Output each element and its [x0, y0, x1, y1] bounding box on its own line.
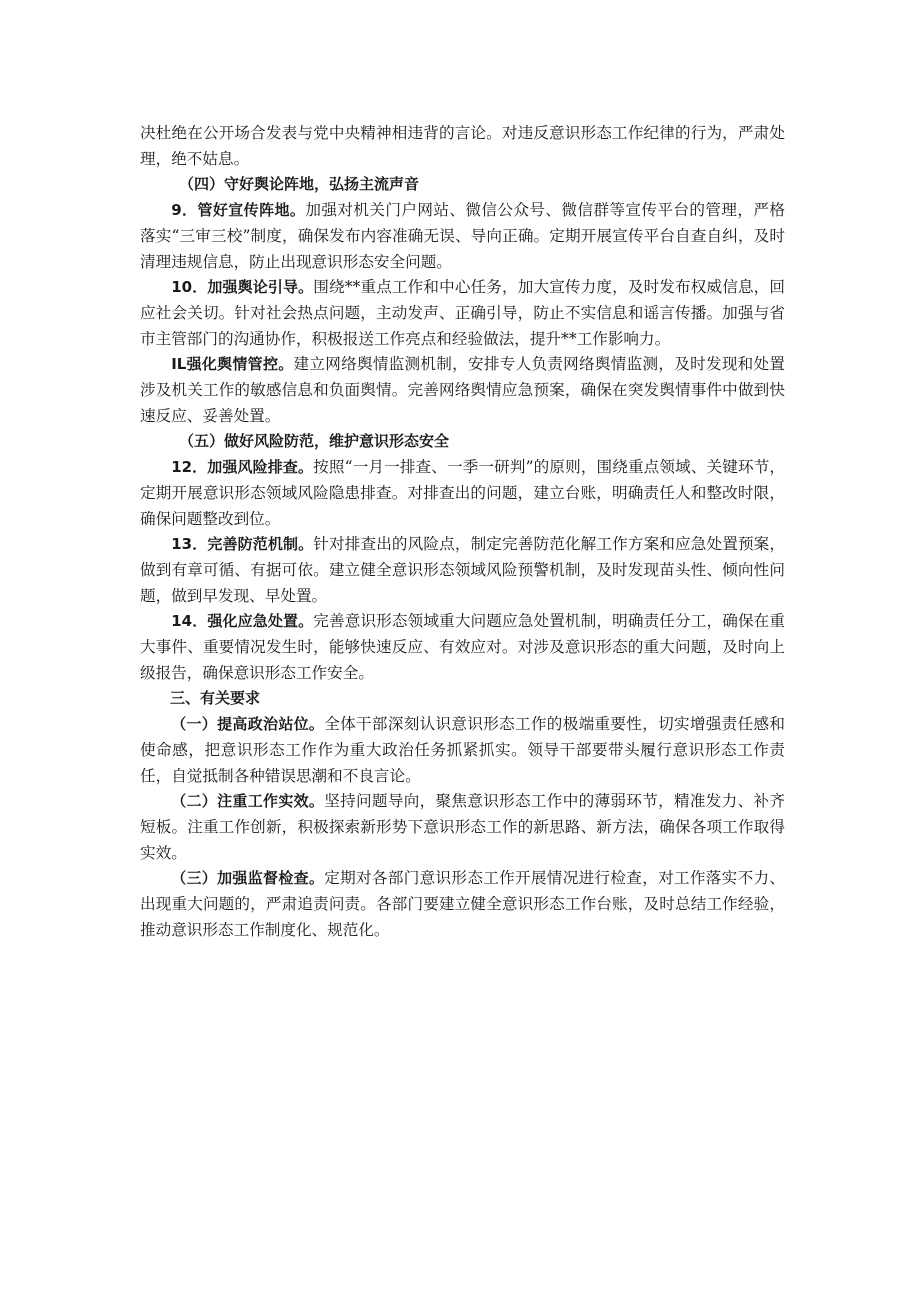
paragraph-item-14 — [140, 609, 785, 686]
document-page — [140, 121, 785, 944]
paragraph-text: 针对排查出的风险点，制定完善防范化解工作方案和应急处置预案，做到有章可循、有据可依。建立健全意识形态领域风险预警机制，及时发现苗头性、倾向性问题，做到早发现、早处置。 — [140, 535, 785, 605]
paragraph-text: 建立网络舆情监测机制，安排专人负责网络舆情监测，及时发现和处置涉及机关工作的敏感信息和负面舆情。完善网络舆情应急预案，确保在突发舆情事件中做到快速反应、妥善处置。 — [140, 355, 785, 425]
item-lead: 13．完善防范机制。 — [171, 535, 314, 554]
paragraph-requirement-3 — [140, 866, 785, 943]
item-lead: 14．强化应急处置。 — [171, 612, 314, 631]
heading-section-4: （四）守好舆论阵地，弘扬主流声音 — [179, 175, 420, 194]
paragraph-item-12 — [140, 455, 785, 532]
paragraph-text: 全体干部深刻认识意识形态工作的极端重要性，切实增强责任感和使命感，把意识形态工作作为重大政治任务抓紧抓实。领导干部要带头履行意识形态工作责任，自觉抵制各种错误思潮和不良言论。 — [140, 715, 785, 785]
item-lead: IL强化舆情管控。 — [171, 355, 294, 374]
paragraph-item-11 — [140, 352, 785, 429]
paragraph-requirement-1 — [140, 712, 785, 789]
item-lead: 12．加强风险排查。 — [171, 458, 314, 477]
paragraph-text: 决杜绝在公开场合发表与党中央精神相违背的言论。对违反意识形态工作纪律的行为，严肃处理，绝不姑息。 — [140, 124, 785, 168]
item-lead: （三）加强监督检查。 — [171, 869, 325, 888]
heading-section-5: （五）做好风险防范，维护意识形态安全 — [179, 432, 450, 451]
paragraph-text: 加强对机关门户网站、微信公众号、微信群等宣传平台的管理，严格落实“三审三校”制度，确保发布内容准确无误、导向正确。定期开展宣传平台自查自纠，及时清理违规信息，防止出现意识形态安全问题。 — [140, 201, 785, 271]
paragraph-text: 围绕**重点工作和中心任务，加大宣传力度，及时发布权威信息，回应社会关切。针对社会热点问题，主动发声、正确引导，防止不实信息和谣言传播。加强与省市主管部门的沟通协作，积极报送工作亮点和经验做法，提升**工作影响力。 — [140, 278, 785, 348]
paragraph-item-13 — [140, 532, 785, 609]
paragraph-text: 坚持问题导向，聚焦意识形态工作中的薄弱环节，精准发力、补齐短板。注重工作创新，积极探索新形势下意识形态工作的新思路、新方法，确保各项工作取得实效。 — [140, 792, 785, 862]
paragraph-text: 按照“一月一排查、一季一研判”的原则，围绕重点领域、关键环节，定期开展意识形态领域风险隐患排查。对排查出的问题，建立台账，明确责任人和整改时限，确保问题整改到位。 — [140, 458, 786, 528]
paragraph-item-10 — [140, 275, 785, 352]
paragraph-continuation — [140, 121, 785, 172]
item-lead: 10．加强舆论引导。 — [171, 278, 314, 297]
paragraph-text: 定期对各部门意识形态工作开展情况进行检查，对工作落实不力、出现重大问题的，严肃追责问责。各部门要建立健全意识形态工作台账，及时总结工作经验，推动意识形态工作制度化、规范化。 — [140, 869, 785, 939]
paragraph-item-9 — [140, 198, 785, 275]
item-lead: （一）提高政治站位。 — [171, 715, 325, 734]
item-lead: （二）注重工作实效。 — [171, 792, 325, 811]
item-lead: 9．管好宣传阵地。 — [171, 201, 306, 220]
heading-requirements: 三、有关要求 — [170, 689, 261, 708]
paragraph-text: 完善意识形态领域重大问题应急处置机制，明确责任分工，确保在重大事件、重要情况发生时，能够快速反应、有效应对。对涉及意识形态的重大问题，及时向上级报告，确保意识形态工作安全。 — [140, 612, 785, 682]
paragraph-requirement-2 — [140, 789, 785, 866]
